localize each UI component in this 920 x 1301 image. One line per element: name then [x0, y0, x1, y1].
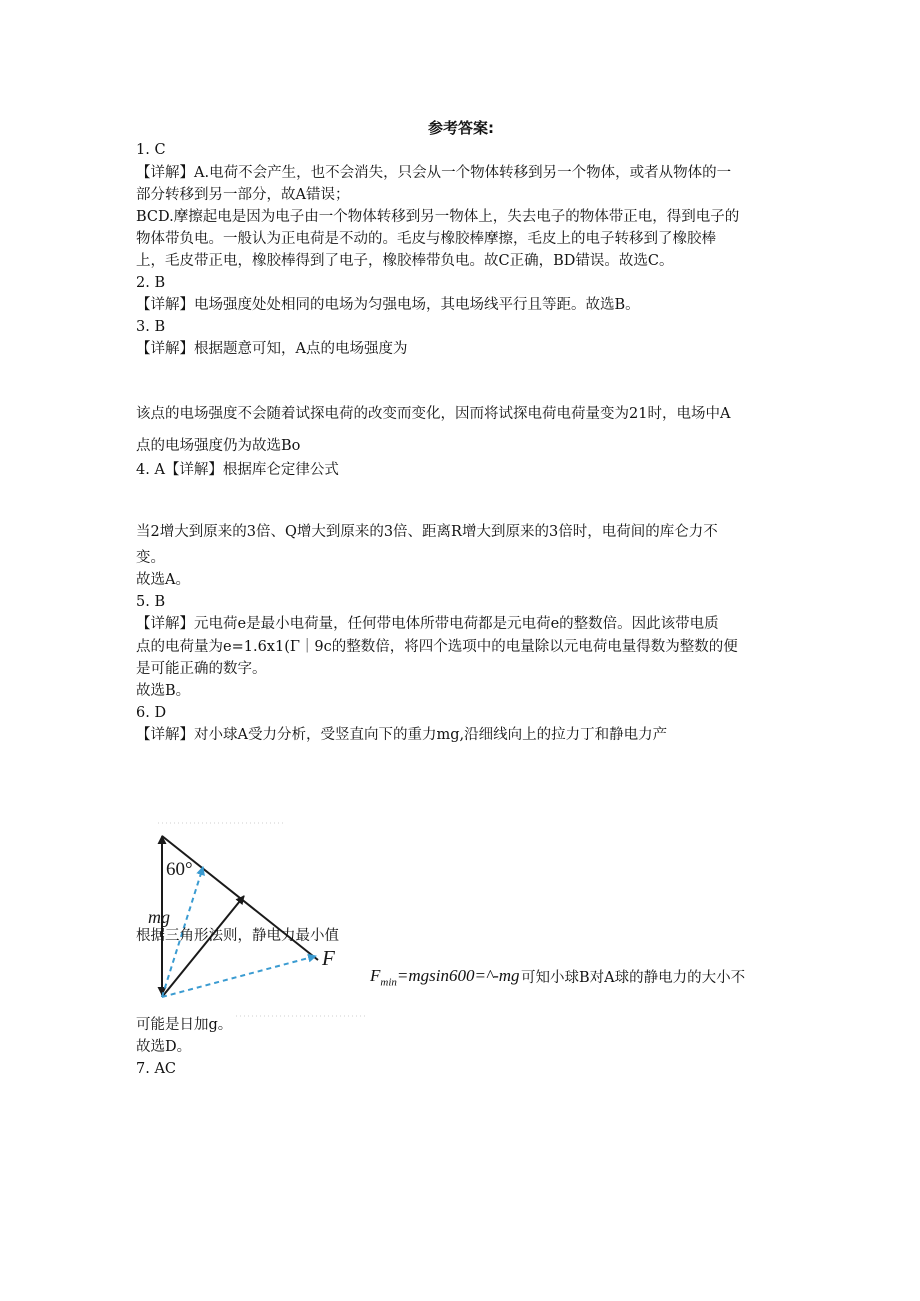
answer-1-explanation-line: 【详解】A.电荷不会产生，也不会消失，只会从一个物体转移到另一个物体，或者从物体的一	[136, 165, 732, 181]
answer-1-number: 1. C	[136, 142, 166, 158]
answer-6-explanation-line: 可能是日加g。	[136, 1017, 233, 1033]
mg-label: mg	[148, 907, 170, 927]
answer-1-explanation-line: 物体带负电。一般认为正电荷是不动的。毛皮与橡胶棒摩擦，毛皮上的电子转移到了橡胶棒	[136, 231, 716, 247]
answer-1-explanation-line: 上，毛皮带正电，橡胶棒得到了电子，橡胶棒带负电。故C正确，BD错误。故选C。	[136, 253, 674, 269]
answer-4-number: 4. A【详解】根据库仑定律公式	[136, 462, 339, 478]
answer-2-number: 2. B	[136, 275, 166, 291]
answer-5-number: 5. B	[136, 594, 166, 610]
answer-5-explanation-line: 【详解】元电荷e是最小电荷量，任何带电体所带电荷都是元电荷e的整数倍。因此该带电质	[136, 616, 719, 632]
answer-5-explanation-line: 是可能正确的数字。	[136, 661, 267, 677]
answer-1-explanation-line: 部分转移到另一部分，故A错误；	[136, 187, 350, 203]
answer-4-explanation-line: 故选A。	[136, 572, 190, 588]
answer-6-explanation-line: 【详解】对小球A受力分析，受竖直向下的重力mg,沿细线向上的拉力丁和静电力产	[136, 727, 668, 743]
answer-1-explanation-line: BCD.摩擦起电是因为电子由一个物体转移到另一物体上，失去电子的物体带正电，得到电子的	[136, 209, 740, 225]
answer-6-number: 6. D	[136, 705, 167, 721]
electric-force-arrow	[162, 896, 244, 997]
answer-5-explanation-line: 点的电荷量为e=1.6x1(Γ｜9c的整数倍，将四个选项中的电量除以元电荷电量得数为整数的便	[136, 639, 738, 655]
answer-3-number: 3. B	[136, 319, 166, 335]
dashed-blue-arrow-lower	[162, 956, 316, 997]
answer-3-explanation-line: 该点的电场强度不会随着试探电荷的改变而变化，因而将试探电荷电荷量变为21时，电场中A	[136, 406, 731, 422]
answer-7-number: 7. AC	[136, 1061, 177, 1077]
answer-5-explanation-line: 故选B。	[136, 683, 191, 699]
answer-6-explanation-line: 故选D。	[136, 1039, 192, 1055]
force-triangle-diagram	[136, 820, 376, 1020]
answer-6-explanation-line: 根据三角形法则，静电力最小值	[136, 928, 339, 944]
angle-label: 60°	[166, 859, 193, 880]
answer-6-explanation-line: 可知小球B对A球的静电力的大小不	[521, 970, 746, 986]
answer-4-explanation-line: 当2增大到原来的3倍、Q增大到原来的3倍、距离R增大到原来的3倍时，电荷间的库仑力不	[136, 524, 718, 540]
answer-3-explanation-line: 【详解】根据题意可知，A点的电场强度为	[136, 341, 408, 357]
min-force-formula: $F_{min}=mgsin600=\^{}-mg$	[370, 966, 520, 989]
answer-2-explanation-line: 【详解】电场强度处处相同的电场为匀强电场，其电场线平行且等距。故选B。	[136, 297, 640, 313]
f-label: F	[322, 946, 335, 970]
answer-3-explanation-line: 点的电场强度仍为故选Bo	[136, 438, 301, 454]
answer-title: 参考答案:	[428, 119, 494, 137]
answer-4-explanation-line: 变。	[136, 550, 165, 566]
